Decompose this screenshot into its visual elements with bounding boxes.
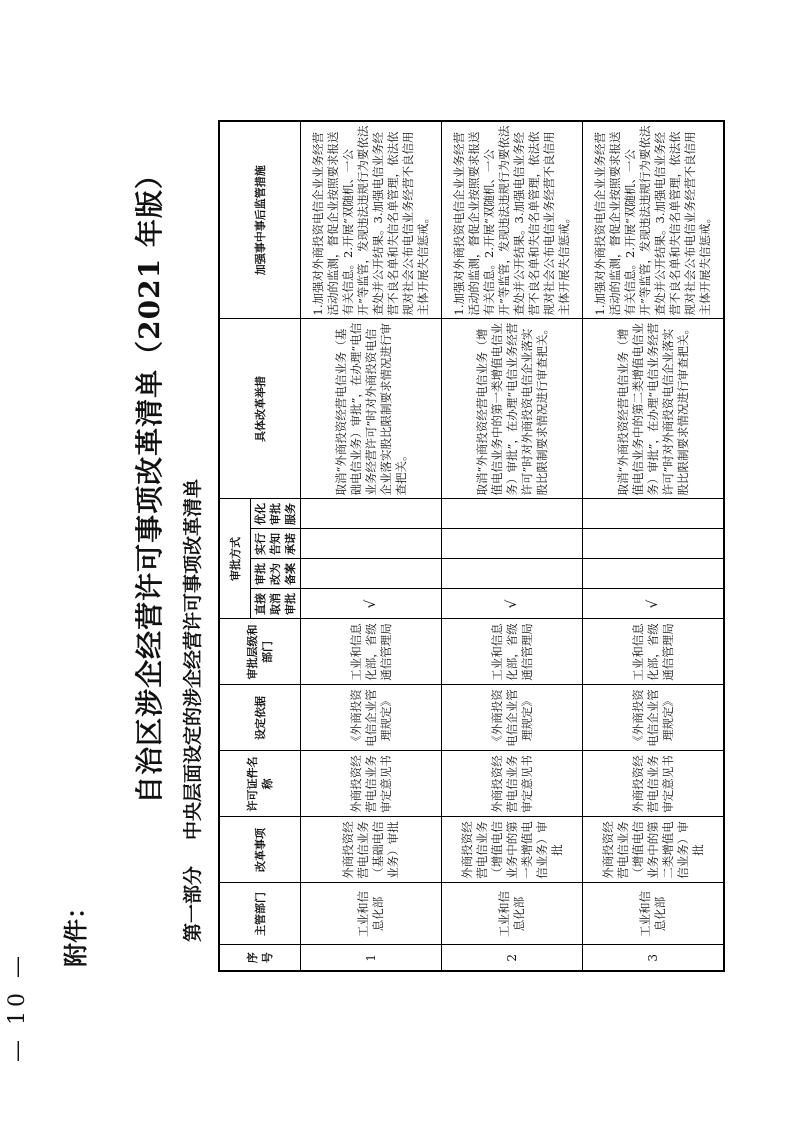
cell-method-notify	[301, 529, 442, 559]
page-number: — 10 —	[5, 952, 30, 1062]
cell-cert: 外商投资经营电信业务审定意见书	[583, 751, 725, 817]
cell-item: 外商投资经营电信业务（增值电信业务中的第一类增值电信业务）审批	[442, 817, 583, 883]
part-title: 中央层面设定的涉企经营许可事项改革清单	[182, 478, 204, 840]
cell-seq: 1	[301, 945, 442, 971]
cell-seq: 3	[583, 945, 725, 971]
cell-measures: 取消“外商投资经营电信业务（增值电信业务中的第一类增值电信业务）审批”，在办理“电信业务经营许可”时对外商投资电信企业落实股比限制要求情况进行审查把关。	[442, 319, 583, 499]
cell-method-cancel: √	[301, 589, 442, 619]
cell-dept: 工业和信息化部	[301, 883, 442, 945]
cell-supervision: 1.加强对外商投资电信企业业务经营活动的监测，督促企业按照要求报送有关信息。2.开展“双随机、一公开”等监管，发现违法违规行为要依法查处并公开结果。3.加强电信业务经营不良名单和失信名单管理，依法依规对社会公布电信业务经营不良信用主体开展失信惩戒。	[301, 121, 442, 319]
header-seq: 序号	[219, 945, 301, 971]
cell-cert: 外商投资经营电信业务审定意见书	[301, 751, 442, 817]
header-method-cancel: 直接取消审批	[251, 589, 301, 619]
header-method-notify: 实行告知承诺	[251, 529, 301, 559]
cell-seq: 2	[442, 945, 583, 971]
table-row	[583, 121, 725, 971]
header-method-record: 审批改为备案	[251, 559, 301, 589]
cell-dept: 工业和信息化部	[583, 883, 725, 945]
cell-method-notify	[583, 529, 725, 559]
cell-basis: 《外商投资电信企业管理规定》	[583, 685, 725, 751]
cell-level: 工业和信息化部，省级通信管理局	[583, 619, 725, 685]
cell-method-optimize	[583, 499, 725, 529]
cell-method-record	[442, 559, 583, 589]
cell-basis: 《外商投资电信企业管理规定》	[442, 685, 583, 751]
header-dept: 主管部门	[219, 883, 301, 945]
header-measures: 具体改革举措	[219, 319, 301, 499]
cell-cert: 外商投资经营电信业务审定意见书	[442, 751, 583, 817]
header-cert: 许可证件名称	[219, 751, 301, 817]
attachment-label: 附件：	[62, 895, 90, 967]
cell-level: 工业和信息化部，省级通信管理局	[301, 619, 442, 685]
header-approval: 审批方式	[219, 499, 251, 619]
part-label: 第一部分	[182, 865, 204, 942]
table-row	[301, 121, 442, 971]
cell-supervision: 1.加强对外商投资电信企业业务经营活动的监测，督促企业按照要求报送有关信息。2.开展“双随机、一公开”等监管，发现违法违规行为要依法查处并公开结果。3.加强电信业务经营不良名单和失信名单管理，依法依规对社会公布电信业务经营不良信用主体开展失信惩戒。	[583, 121, 725, 319]
cell-measures: 取消“外商投资经营电信业务（基础电信业务）审批”，在办理“电信业务经营许可”时对外商投资电信企业落实股比限制要求情况进行审查把关。	[301, 319, 442, 499]
cell-level: 工业和信息化部，省级通信管理局	[442, 619, 583, 685]
cell-method-record	[301, 559, 442, 589]
cell-measures: 取消“外商投资经营电信业务（增值电信业务中的第二类增值电信业务）审批”，在办理“电信业务经营许可”时对外商投资电信企业落实股比限制要求情况进行审查把关。	[583, 319, 725, 499]
cell-method-notify	[442, 529, 583, 559]
header-supervision: 加强事中事后监管措施	[219, 121, 301, 319]
cell-method-optimize	[301, 499, 442, 529]
header-level: 审批层级和部门	[219, 619, 301, 685]
cell-item: 外商投资经营电信业务（增值电信业务中的第二类增值电信业务）审批	[583, 817, 725, 883]
reform-table	[218, 120, 725, 972]
header-method-optimize: 优化审批服务	[251, 499, 301, 529]
cell-item: 外商投资经营电信业务（基础电信业务）审批	[301, 817, 442, 883]
header-basis: 设定依据	[219, 685, 301, 751]
cell-basis: 《外商投资电信企业管理规定》	[301, 685, 442, 751]
cell-method-cancel: √	[442, 589, 583, 619]
cell-method-cancel: √	[583, 589, 725, 619]
cell-method-optimize	[442, 499, 583, 529]
cell-dept: 工业和信息化部	[442, 883, 583, 945]
header-item: 改革事项	[219, 817, 301, 883]
table-row	[442, 121, 583, 971]
part-heading	[178, 453, 205, 942]
cell-supervision: 1.加强对外商投资电信企业业务经营活动的监测，督促企业按照要求报送有关信息。2.开展“双随机、一公开”等监管，发现违法违规行为要依法查处并公开结果。3.加强电信业务经营不良名单和失信名单管理，依法依规对社会公布电信业务经营不良信用主体开展失信惩戒。	[442, 121, 583, 319]
cell-method-record	[583, 559, 725, 589]
document-title: 自治区涉企经营许可事项改革清单（2021 年版）	[133, 160, 166, 804]
header-row	[219, 121, 251, 971]
